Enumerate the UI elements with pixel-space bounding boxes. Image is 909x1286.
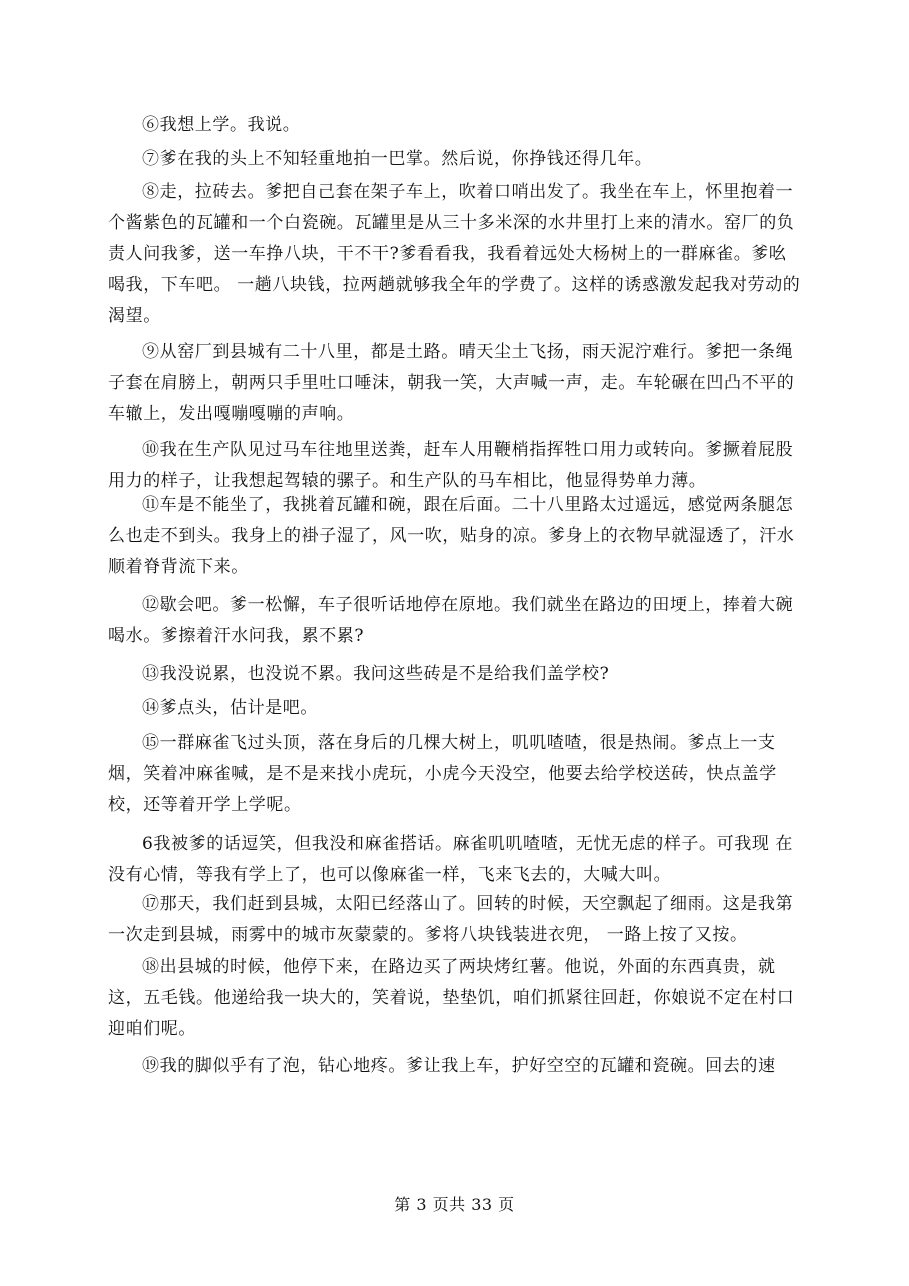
paragraph-17: ⑰那天，我们赶到县城，太阳已经落山了。回转的时候，天空飘起了细雨。这是我第一次走到县城，雨雾中的城市灰蒙蒙的。爹将八块钱装进衣兜， 一路上按了又按。 xyxy=(108,894,794,945)
paragraph-15: ⑮一群麻雀飞过头顶，落在身后的几棵大树上，叽叽喳喳，很是热闹。爹点上一支烟，笑着冲麻雀喊，是不是来找小虎玩，小虎今天没空，他要去给学校送砖，快点盖学校，还等着开学上学呢。 xyxy=(108,733,777,815)
paragraph-8: ⑧走，拉砖去。爹把自己套在架子车上，吹着口哨出发了。我坐在车上，怀里抱着一个酱紫色的瓦罐和一个白瓷碗。瓦罐里是从三十多米深的水井里打上来的清水。窑厂的负责人问我爹，送一车挣八块，干不干?爹看看我，我看着远处大杨树上的一群麻雀。爹吆喝我，下车吧。 一趟八块钱，拉两趟就够我全年的学费了。这样的诱惑激发起我对劳动的渴望。 xyxy=(108,182,801,326)
paragraph-11: ⑪车是不能坐了，我挑着瓦罐和碗，跟在后面。二十八里路太过遥远，感觉两条腿怎么也走不到头。我身上的褂子湿了，风一吹，贴身的凉。爹身上的衣物早就湿透了，汗水顺着脊背流下来。 xyxy=(108,495,795,577)
paragraph-18: ⑱出县城的时候，他停下来，在路边买了两块烤红薯。他说，外面的东西真贵，就这，五毛钱。他递给我一块大的，笑着说，垫垫饥，咱们抓紧往回赶，你娘说不定在村口迎咱们呢。 xyxy=(108,957,795,1039)
page-footer: 第 3 页共 33 页 xyxy=(394,1195,515,1214)
paragraph-13: ⑬我没说累，也没说不累。我问这些砖是不是给我们盖学校? xyxy=(142,664,610,684)
paragraph-9: ⑨从窑厂到县城有二十八里，都是土路。晴天尘土飞扬，雨天泥泞难行。爹把一条绳子套在肩膀上，朝两只手里吐口唾沫，朝我一笑，大声喊一声，走。车轮碾在凹凸不平的车辙上，发出嘎嘣嘎嘣的声响。 xyxy=(108,342,795,424)
paragraph-16: 6我被爹的话逗笑，但我没和麻雀搭话。麻雀叽叽喳喳，无忧无虑的样子。可我现 在没有心情，等我有学上了，也可以像麻雀一样，飞来飞去的，大喊大叫。 xyxy=(108,834,794,885)
paragraph-14: ⑭爹点头，估计是吧。 xyxy=(142,698,318,718)
paragraph-19: ⑲我的脚似乎有了泡，钻心地疼。爹让我上车，护好空空的瓦罐和瓷碗。回去的速 xyxy=(142,1056,776,1076)
paragraph-7: ⑦爹在我的头上不知轻重地拍一巴掌。然后说，你挣钱还得几年。 xyxy=(142,149,653,169)
paragraph-12: ⑫歇会吧。爹一松懈，车子很听话地停在原地。我们就坐在路边的田埂上，捧着大碗喝水。爹擦着汗水问我，累不累? xyxy=(108,595,794,646)
paragraph-10: ⑩我在生产队见过马车往地里送粪，赶车人用鞭梢指挥牲口用力或转向。爹撅着屁股用力的样子，让我想起驾辕的骡子。和生产队的马车相比，他显得势单力薄。 xyxy=(108,440,794,491)
paragraph-6: ⑥我想上学。我说。 xyxy=(142,115,301,135)
